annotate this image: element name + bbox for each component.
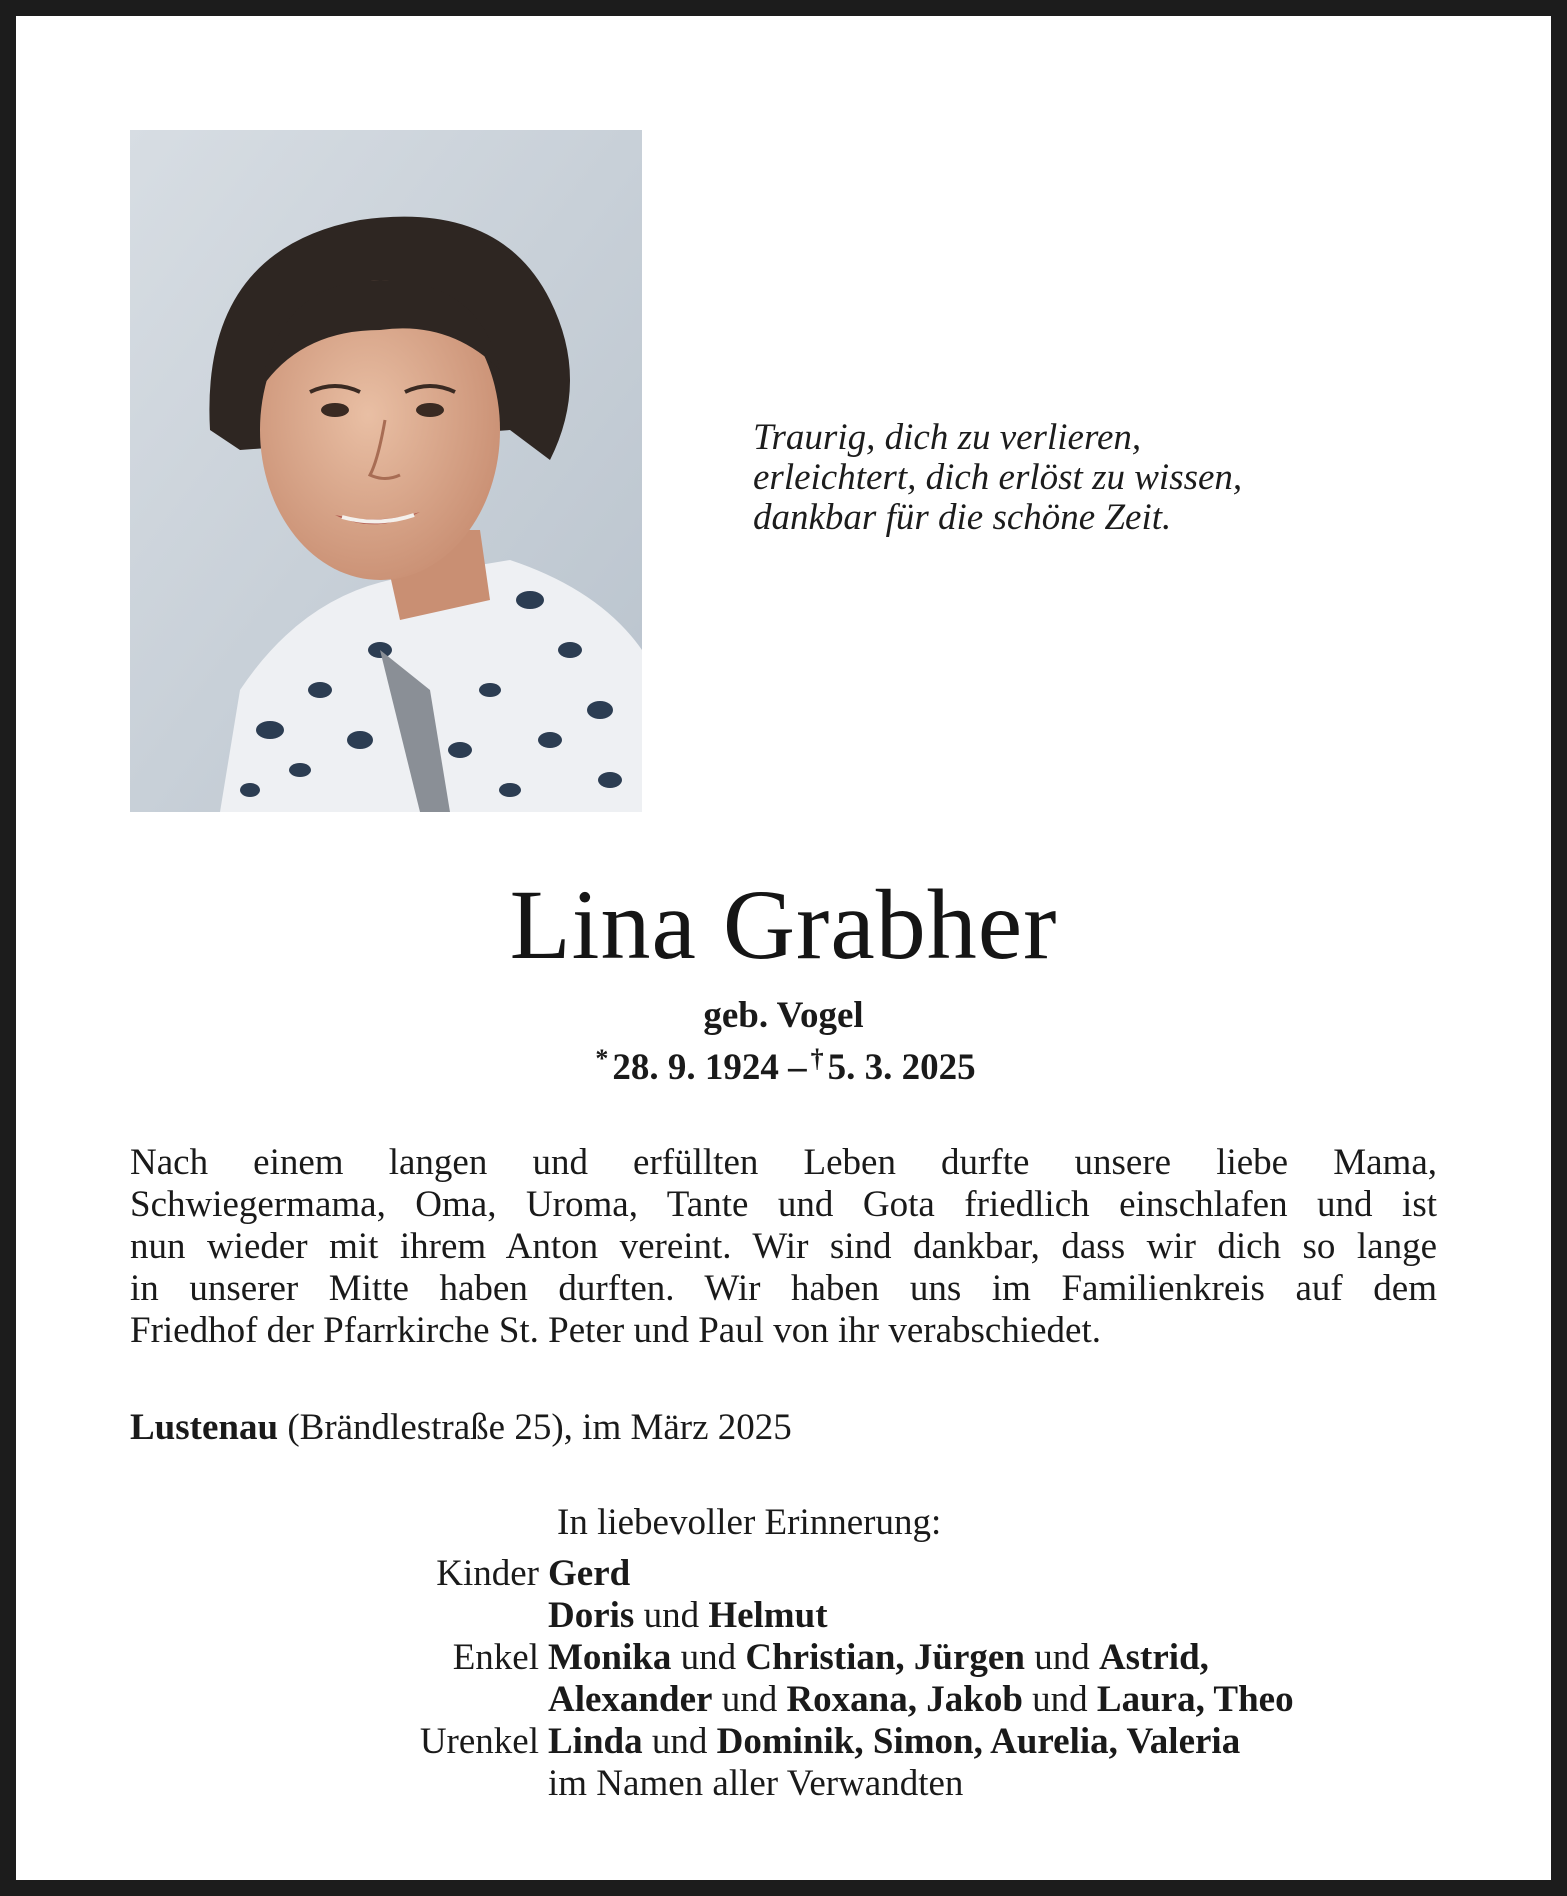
notice-text-line: Nach einem langen und erfüllten Leben durfte unsere liebe Mama, xyxy=(130,1142,1437,1183)
family-list xyxy=(300,1553,1450,1805)
notice-text-line: Friedhof der Pfarrkirche St. Peter und Paul von ihr verabschiedet. xyxy=(130,1310,1101,1351)
place-and-date xyxy=(130,1407,1130,1449)
life-dates xyxy=(0,1038,1567,1089)
address-and-date: (Brändlestraße 25), im März 2025 xyxy=(278,1407,792,1448)
portrait-photo xyxy=(130,130,642,812)
verse-line-1: Traurig, dich zu verlieren, xyxy=(753,417,1142,458)
date-separator: – xyxy=(788,1047,807,1088)
death-symbol: † xyxy=(810,1044,824,1073)
conjunction: und xyxy=(634,1595,709,1636)
conjunction: und xyxy=(1022,1679,1097,1720)
family-row-enkel xyxy=(300,1637,1450,1679)
family-name: Gerd xyxy=(548,1553,631,1594)
family-name: Alexander xyxy=(548,1679,713,1720)
conjunction: und xyxy=(642,1721,717,1762)
verse-line-2: erleichtert, dich erlöst zu wissen, xyxy=(753,457,1243,498)
birth-symbol: * xyxy=(595,1044,609,1073)
birth-date: 28. 9. 1924 xyxy=(612,1047,779,1088)
notice-text-line: nun wieder mit ihrem Anton vereint. Wir sind dankbar, dass wir dich so lange xyxy=(130,1226,1437,1267)
family-row-urenkel xyxy=(300,1721,1450,1763)
family-row xyxy=(300,1679,1450,1721)
verse-line-3: dankbar für die schöne Zeit. xyxy=(753,497,1172,538)
family-row-kinder xyxy=(300,1553,1450,1595)
closing-line: im Namen aller Verwandten xyxy=(548,1763,964,1804)
family-name: Dominik, Simon, Aurelia, Valeria xyxy=(716,1721,1241,1762)
family-name: Christian, Jürgen xyxy=(745,1637,1025,1678)
family-name: Astrid, xyxy=(1098,1637,1209,1678)
notice-text xyxy=(130,1142,1437,1352)
relation-label: Enkel xyxy=(452,1637,539,1678)
relation-label: Urenkel xyxy=(419,1721,539,1762)
conjunction: und xyxy=(671,1637,746,1678)
notice-text-line: in unserer Mitte haben durften. Wir haben uns im Familienkreis auf dem xyxy=(130,1268,1437,1309)
maiden-name: geb. Vogel xyxy=(703,995,864,1036)
relation-label: Kinder xyxy=(436,1553,539,1594)
town-name: Lustenau xyxy=(130,1407,279,1448)
memory-line: In liebevoller Erinnerung: xyxy=(557,1502,942,1543)
conjunction: und xyxy=(712,1679,787,1720)
notice-text-line: Schwiegermama, Oma, Uroma, Tante und Gota friedlich einschlafen und ist xyxy=(130,1184,1437,1225)
family-row xyxy=(300,1763,1450,1805)
deceased-name: Lina Grabher xyxy=(509,869,1058,980)
family-name: Doris xyxy=(548,1595,635,1636)
family-name: Helmut xyxy=(708,1595,828,1636)
family-name: Linda xyxy=(548,1721,643,1762)
family-row xyxy=(300,1595,1450,1637)
death-date: 5. 3. 2025 xyxy=(827,1047,976,1088)
family-name: Laura, Theo xyxy=(1096,1679,1294,1720)
family-name: Monika xyxy=(548,1637,672,1678)
verse xyxy=(753,418,1393,538)
portrait-icon xyxy=(130,130,642,812)
conjunction: und xyxy=(1024,1637,1099,1678)
family-name: Roxana, Jakob xyxy=(786,1679,1023,1720)
